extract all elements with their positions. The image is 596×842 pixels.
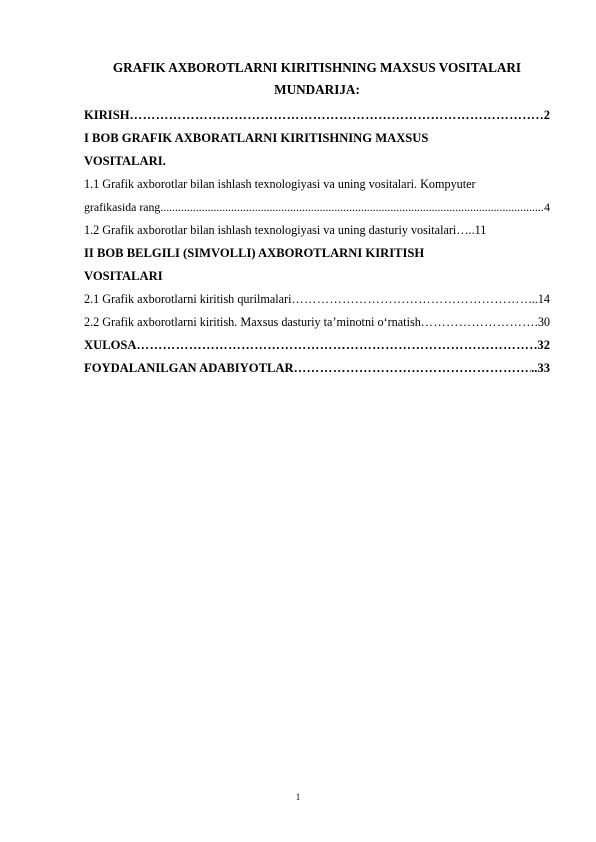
toc-page-number: 32 [537, 338, 550, 352]
toc-entry-intro [84, 104, 550, 127]
toc-page-number: .30 [534, 315, 550, 329]
toc-section-1-1-line1: 1.1 Grafik axborotlar bilan ishlash texnologiyasi va uning vositalari. Kompyuter [84, 177, 476, 191]
toc-section-2-1 [84, 288, 550, 311]
toc-section-2-2 [84, 311, 550, 334]
toc-entry-text: KIRISH [84, 108, 130, 122]
toc-leader-dots [136, 334, 537, 357]
toc-entry-text: grafikasida rang [84, 200, 161, 214]
toc-leader-dots [294, 357, 532, 380]
toc-page-number: 4 [544, 200, 550, 214]
toc-page-number: ..11 [468, 223, 487, 237]
toc-section-1-2 [84, 219, 550, 242]
toc-leader-dots [130, 104, 544, 127]
toc-chapter2-line1: II BOB BELGILI (SIMVOLLI) AXBOROTLARNI KIRITISH [84, 246, 425, 260]
toc-chapter2-line2: VOSITALARI [84, 269, 163, 283]
page-number: 1 [295, 792, 301, 802]
toc-entry-text: FOYDALANILGAN ADABIYOTLAR [84, 361, 294, 375]
document-title: GRAFIK AXBOROTLARNI KIRITISHNING MAXSUS VOSITALARI [112, 60, 522, 75]
toc-section-1-1-line2 [84, 196, 550, 219]
toc-heading: MUNDARIJA: [274, 82, 360, 97]
toc-entry-text: 2.2 Grafik axborotlarni kiritish. Maxsus dasturiy ta’minotni o‘rnatish [84, 315, 421, 329]
toc-entry-text: XULOSA [84, 338, 137, 352]
toc-leader-dots [421, 311, 535, 334]
toc-entry-text: 2.1 Grafik axborotlarni kiritish qurilmalari [84, 292, 292, 306]
toc-entry-conclusion [84, 334, 550, 357]
toc-entry-references [84, 357, 550, 380]
toc-entry-text: 1.2 Grafik axborotlar bilan ishlash texnologiyasi va uning dasturiy vositalari… [84, 223, 469, 237]
toc-chapter1-line2: VOSITALARI. [84, 154, 166, 168]
toc-page-number: 2 [543, 108, 550, 122]
table-of-contents [84, 104, 550, 380]
toc-page-number: ..33 [531, 361, 550, 375]
toc-chapter1-line1: I BOB GRAFIK AXBORATLARNI KIRITISHNING MAXSUS [84, 131, 429, 145]
toc-page-number: ...14 [528, 292, 550, 306]
toc-leader-dots [291, 288, 528, 311]
toc-leader-dots [160, 196, 544, 219]
